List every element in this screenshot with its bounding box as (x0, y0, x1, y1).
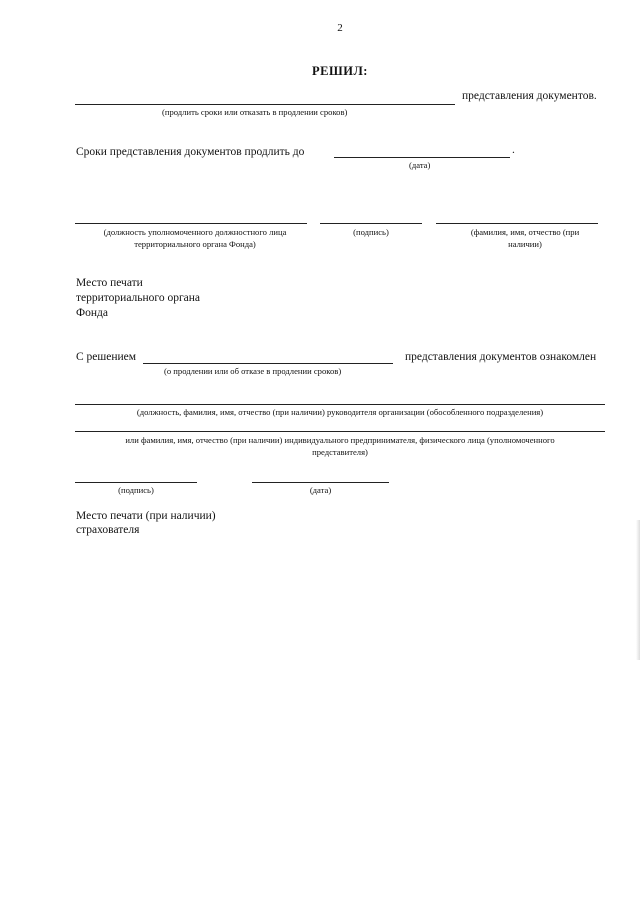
scan-edge-shadow (636, 520, 640, 660)
seal-line: Место печати (при наличии) (76, 510, 216, 522)
official-signature-caption: (подпись) (353, 227, 389, 237)
seal-line: Место печати (76, 277, 143, 289)
ack-signature-line[interactable] (75, 482, 197, 483)
decision-line[interactable] (75, 104, 455, 105)
ack-caption: (о продлении или об отказе в продлении сроков) (164, 366, 342, 376)
ack-head-caption: (должность, фамилия, имя, отчество (при наличии) руководителя организации (обособленного подразделения) (136, 407, 544, 417)
official-position-caption (75, 227, 315, 250)
seal-line: страхователя (76, 524, 140, 536)
caption-line: наличии) (508, 238, 542, 249)
official-signature-line[interactable] (320, 223, 422, 224)
ack-suffix: представления документов ознакомлен (405, 351, 597, 363)
decision-suffix: представления документов. (462, 90, 597, 102)
caption-line: (должность уполномоченного должностного лица (103, 227, 287, 237)
ack-date-caption: (дата) (309, 485, 332, 495)
caption-line: или фамилия, имя, отчество (при наличии) индивидуального предпринимателя, физического лица (уполномоченного (125, 435, 555, 445)
official-name-line[interactable] (436, 223, 598, 224)
seal-fund-block (76, 276, 200, 321)
ack-signature-caption: (подпись) (118, 485, 154, 495)
official-position-line[interactable] (75, 223, 307, 224)
ack-decision-line[interactable] (143, 363, 393, 364)
ack-entrepreneur-caption (75, 434, 605, 458)
extend-date-caption: (дата) (409, 160, 431, 170)
seal-line: территориального органа (76, 292, 201, 304)
page-number: 2 (337, 22, 343, 34)
caption-line: представителя) (312, 447, 368, 457)
ack-entrepreneur-line[interactable] (75, 431, 605, 432)
caption-line: территориального органа Фонда) (134, 238, 256, 249)
official-name-caption (440, 227, 610, 250)
caption-line: (фамилия, имя, отчество (при (470, 227, 580, 237)
ack-head-line[interactable] (75, 404, 605, 405)
ack-date-line[interactable] (252, 482, 389, 483)
ack-prefix: С решением (76, 351, 137, 363)
extend-end-punct: . (512, 144, 515, 156)
seal-insurer-block (76, 509, 216, 537)
seal-line: Фонда (76, 307, 108, 319)
extend-date-line[interactable] (334, 157, 510, 158)
decision-heading: РЕШИЛ: (312, 64, 368, 78)
extend-text: Сроки представления документов продлить до (76, 146, 305, 158)
decision-caption: (продлить сроки или отказать в продлении сроков) (162, 107, 348, 117)
